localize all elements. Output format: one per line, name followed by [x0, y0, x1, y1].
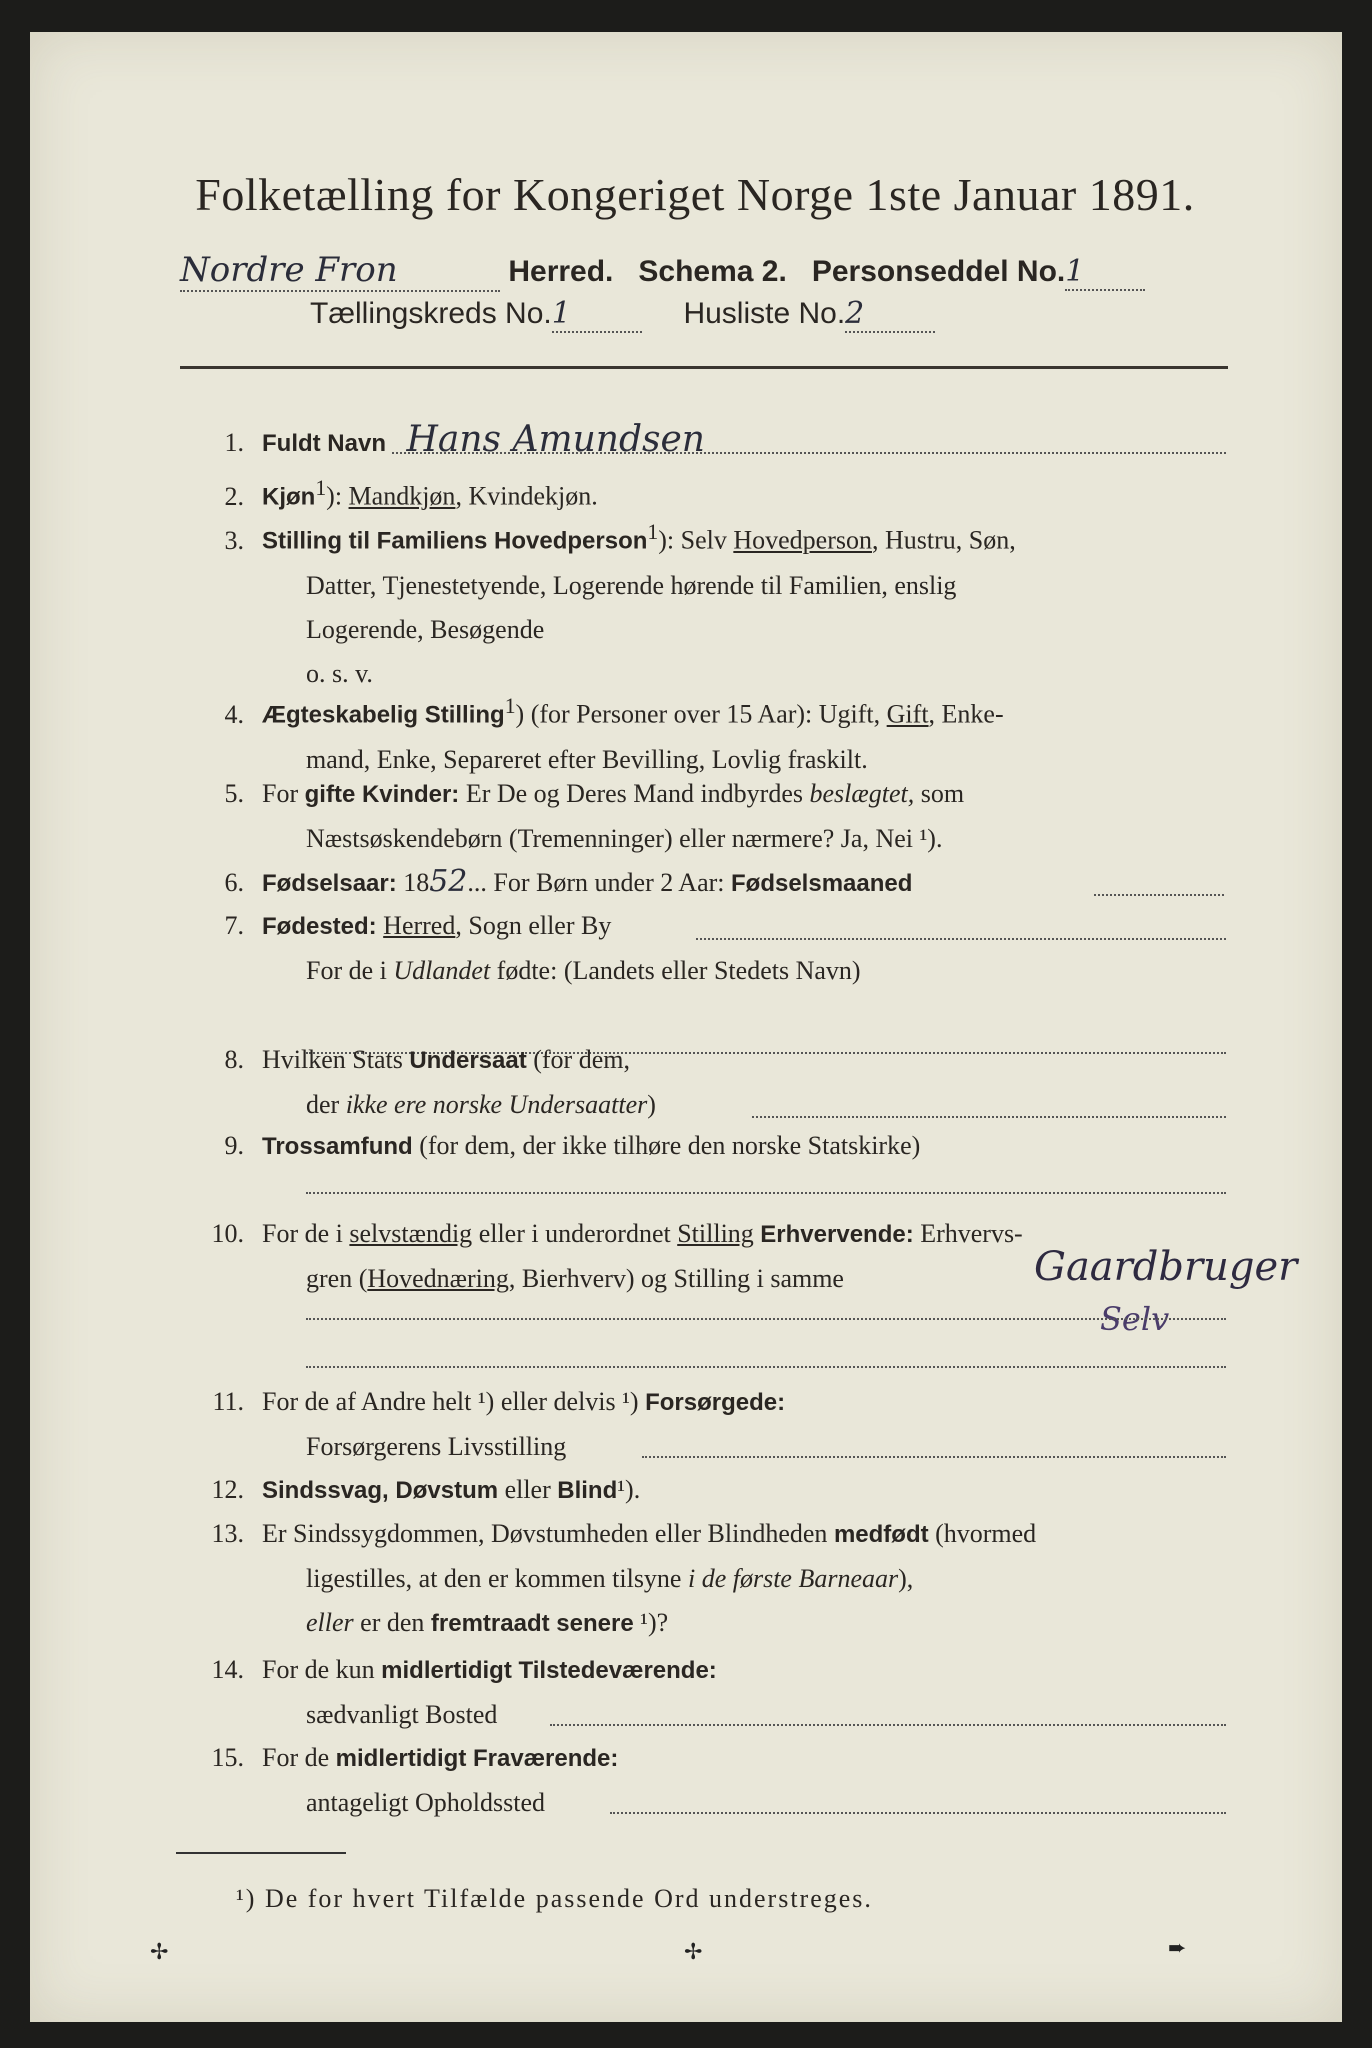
header-rule — [180, 366, 1228, 369]
item-8: 8. Hvilken Stats Undersaat (for dem, der ikke ere norske Undersaatter) — [224, 1045, 656, 1119]
item-10: 10. For de i selvstændig eller i underordnet Stilling Erhvervende: Erhvervs- gren (Hovednæring, Bierhverv) og Stilling i samme — [211, 1219, 1023, 1293]
item-2: 2. Kjøn$^1$): Mandkjøn, Kvindekjøn. — [224, 476, 598, 511]
kreds-label: Tællingskreds No. — [310, 297, 552, 330]
husliste-field: 2 — [845, 296, 935, 333]
kreds-field: 1 — [552, 296, 642, 333]
birthplace-dotline — [696, 938, 1226, 940]
item-12: 12. Sindssvag, Døvstum eller Blind¹). — [211, 1475, 641, 1504]
occupation-dotline — [306, 1318, 1226, 1320]
item-7: 7. Fødested: Herred, Sogn eller By For de i Udlandet fødte: (Landets eller Stedets Navn) — [224, 911, 861, 985]
schema-label: Schema 2. — [638, 255, 787, 288]
full-name-value: Hans Amundsen — [406, 419, 705, 460]
husliste-label: Husliste No. — [683, 297, 846, 330]
option-herred: Herred — [383, 911, 456, 940]
residence-dotline — [550, 1724, 1226, 1726]
item-13: 13. Er Sindssygdommen, Døvstumheden eller Blindheden medfødt (hvormed ligestilles, at den er kommen tilsyne i de første Barneaar), eller er den fremtraadt senere ¹)? — [211, 1519, 1037, 1637]
occupation-value-2: Selv — [1100, 1300, 1170, 1338]
item-1: 1. Fuldt Navn Hans Amundsen — [224, 419, 705, 460]
item-3: 3. Stilling til Familiens Hovedperson$^1$): Selv Hovedperson, Hustru, Søn, Datter, Tjenestetyende, Logerende hørende til Familien, enslig Logerende, Besøgende o. s. v. — [224, 520, 1016, 688]
provider-dotline — [642, 1456, 1226, 1458]
religion-dotline — [306, 1192, 1226, 1194]
full-name-label: Fuldt Navn — [262, 430, 386, 457]
citizenship-dotline — [752, 1116, 1226, 1118]
item-9: 9. Trossamfund (for dem, der ikke tilhøre den norske Statskirke) — [224, 1131, 921, 1160]
footnote: ¹) De for hvert Tilfælde passende Ord understreges. — [236, 1884, 873, 1913]
herred-field: Nordre Fron — [180, 250, 500, 292]
option-gift: Gift — [886, 699, 929, 729]
full-name-dotline — [392, 452, 1226, 454]
birth-month-dotline — [1094, 894, 1224, 896]
form-title: Folketælling for Kongeriget Norge 1ste Januar 1891. — [195, 169, 1195, 220]
personseddel-field: 1 — [1065, 254, 1145, 291]
corner-mark-right: ➨ — [1168, 1936, 1187, 1961]
option-mandkjon: Mandkjøn — [348, 481, 456, 511]
kreds-line — [310, 296, 935, 333]
item-5: 5. For gifte Kvinder: Er De og Deres Mand indbyrdes beslægtet, som Næstsøskendebørn (Tremenninger) eller nærmere? Ja, Nei ¹). — [224, 779, 965, 853]
herred-label: Herred. — [508, 255, 614, 288]
item-6: 6. Fødselsaar: 1852... For Børn under 2 Aar: Fødselsmaaned — [224, 864, 913, 899]
option-hovedperson: Hovedperson — [733, 525, 872, 555]
corner-mark-left: ✢ — [150, 1940, 169, 1965]
corner-mark-center: ✢ — [684, 1940, 703, 1965]
whereabouts-dotline — [610, 1812, 1226, 1814]
footnote-rule — [176, 1852, 346, 1854]
item-4: 4. Ægteskabelig Stilling$^1$) (for Personer over 15 Aar): Ugift, Gift, Enke- mand, Enke, Separeret efter Bevilling, Lovlig fraskilt. — [224, 694, 1004, 774]
occupation-value: Gaardbruger — [1034, 1244, 1298, 1290]
birth-year-value: 52 — [429, 864, 468, 899]
personseddel-label: Personseddel No. — [811, 255, 1066, 288]
item-14: 14. For de kun midlertidigt Tilstedeværende: sædvanligt Bosted — [211, 1655, 717, 1729]
occupation-dotline-2 — [306, 1366, 1226, 1368]
item-15: 15. For de midlertidigt Fraværende: antageligt Opholdssted — [211, 1743, 619, 1817]
item-11: 11. For de af Andre helt ¹) eller delvis ¹) Forsørgede: Forsørgerens Livsstilling — [212, 1387, 786, 1461]
